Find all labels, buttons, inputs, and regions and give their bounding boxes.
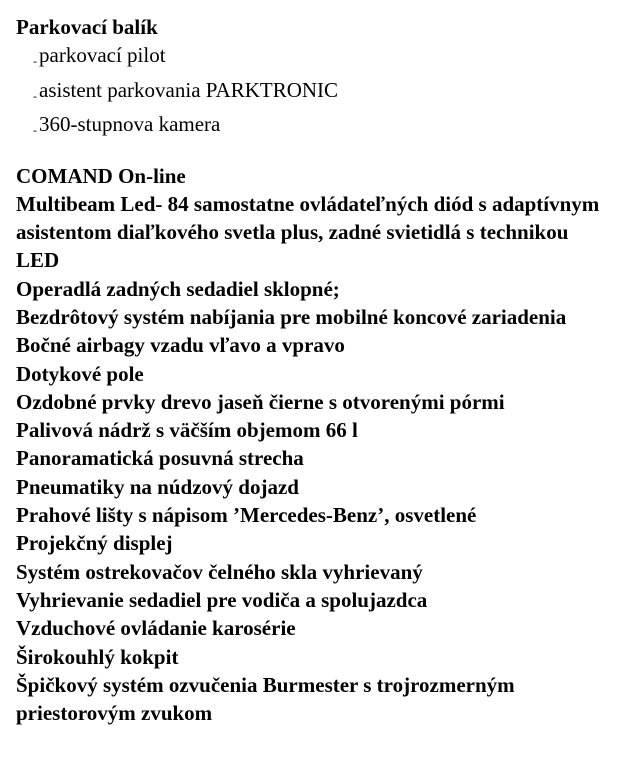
equipment-document <box>16 13 616 727</box>
dash-bullet: - <box>33 88 37 103</box>
feature-item: Vzduchové ovládanie karosérie <box>16 616 296 641</box>
feature-item: Vyhrievanie sedadiel pre vodiča a spolujazdca <box>16 587 428 612</box>
section-spacer <box>16 145 616 162</box>
feature-item: Projekčný displej <box>16 531 173 556</box>
list-item <box>33 110 616 145</box>
feature-item: Dotykové pole <box>16 361 144 386</box>
feature-item: Širokouhlý kokpit <box>16 644 179 669</box>
feature-item: Špičkový systém ozvučenia Burmester s trojrozmerným priestorovým zvukom <box>16 672 515 726</box>
dash-bullet: - <box>33 123 37 137</box>
list-item-text: asistent parkovania PARKTRONIC <box>39 77 339 102</box>
list-item <box>33 76 616 111</box>
feature-item: Prahové lišty s nápisom ’Mercedes-Benz’, osvetlené <box>16 503 477 528</box>
feature-item: Operadlá zadných sedadiel sklopné; <box>16 276 340 301</box>
feature-item: Pneumatiky na núdzový dojazd <box>16 474 299 499</box>
list-item-text: 360-stupnova kamera <box>39 112 221 136</box>
feature-item: Multibeam Led- 84 samostatne ovládateľných diód s adaptívnym asistentom diaľkového svetla plus, zadné svietidlá s technikou LED <box>16 191 600 273</box>
feature-item: Palivová nádrž s väčším objemom 66 l <box>16 418 358 443</box>
feature-item: Bočné airbagy vzadu vľavo a vpravo <box>16 333 345 358</box>
feature-item: Ozdobné prvky drevo jaseň čierne s otvorenými pórmi <box>16 389 505 414</box>
list-item-text: parkovací pilot <box>39 43 166 67</box>
parking-package-list <box>16 41 616 145</box>
parking-package-title: Parkovací balík <box>16 15 158 39</box>
feature-item: Bezdrôtový systém nabíjania pre mobilné koncové zariadenia <box>16 304 567 329</box>
feature-list <box>16 162 616 728</box>
feature-item: Systém ostrekovačov čelného skla vyhrievaný <box>16 559 423 584</box>
feature-item: Panoramatická posuvná strecha <box>16 446 304 471</box>
list-item <box>33 41 616 76</box>
feature-item: COMAND On-line <box>16 163 186 188</box>
dash-bullet: - <box>33 54 37 68</box>
